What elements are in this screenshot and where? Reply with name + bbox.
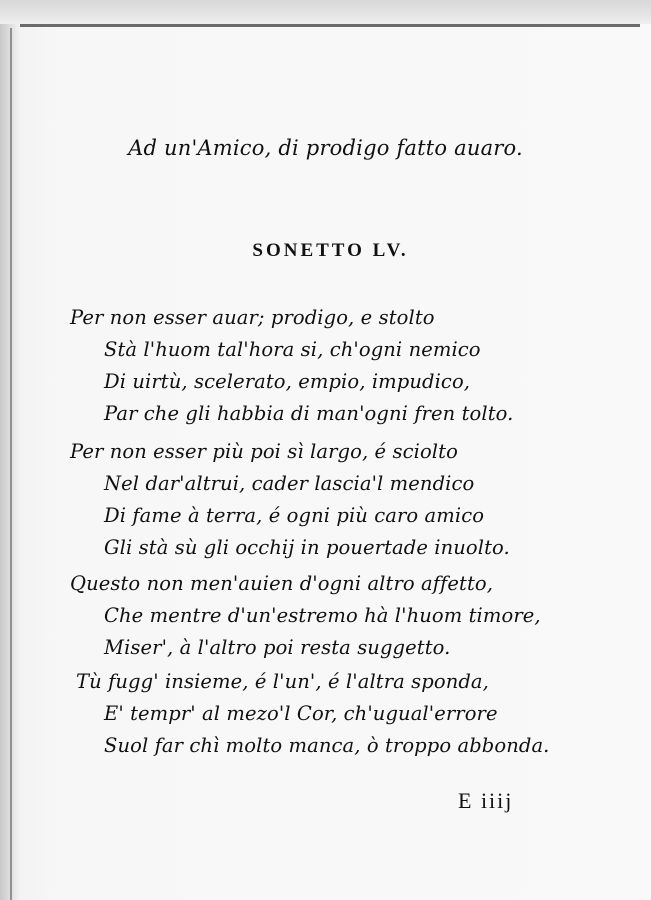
sonnet-line: Nel dar'altrui, cader lascia'l mendico bbox=[104, 472, 475, 495]
sonnet-title: SONETTO LV. bbox=[252, 240, 409, 261]
page-top-rule bbox=[20, 24, 640, 27]
sonnet-line: Di uirtù, scelerato, empio, impudico, bbox=[104, 370, 471, 393]
sonnet-line: E' tempr' al mezo'l Cor, ch'ugual'errore bbox=[104, 702, 498, 725]
sonnet-line: Tù fugg' insieme, é l'un', é l'altra sponda, bbox=[76, 670, 489, 693]
sonnet-line: Di fame à terra, é ogni più caro amico bbox=[104, 504, 485, 527]
sonnet-line: Che mentre d'un'estremo hà l'huom timore, bbox=[104, 604, 541, 627]
page-top-edge bbox=[0, 0, 651, 24]
sonnet-line: Gli stà sù gli occhij in pouertade inuolto. bbox=[104, 536, 510, 559]
sonnet-line: Par che gli habbia di man'ogni fren tolto. bbox=[104, 402, 514, 425]
sonnet-line: Miser', à l'altro poi resta suggetto. bbox=[104, 636, 451, 659]
sonnet-line: Stà l'huom tal'hora si, ch'ogni nemico bbox=[104, 338, 481, 361]
sonnet-line: Questo non men'auien d'ogni altro affetto, bbox=[70, 572, 494, 595]
sonnet-line: Suol far chì molto manca, ò troppo abbonda. bbox=[104, 734, 550, 757]
signature-mark: E iiij bbox=[458, 788, 514, 813]
sonnet-line: Per non esser auar; prodigo, e stolto bbox=[70, 306, 435, 329]
dedication-heading: Ad un'Amico, di prodigo fatto auaro. bbox=[128, 136, 523, 160]
sonnet-line: Per non esser più poi sì largo, é sciolto bbox=[70, 440, 458, 463]
